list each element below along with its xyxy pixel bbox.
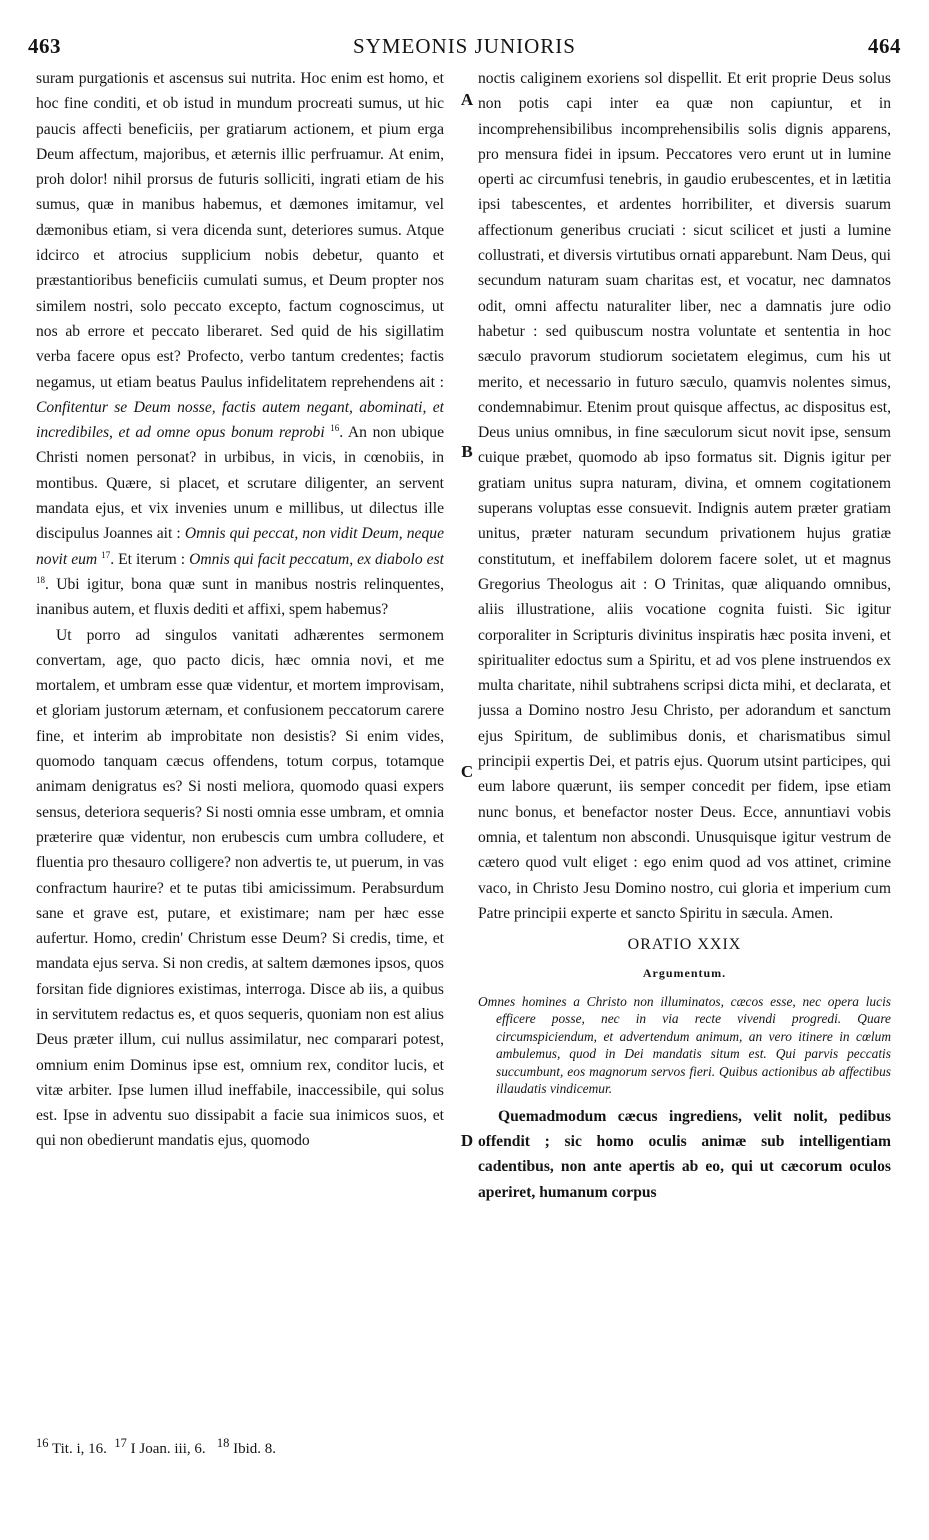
argument-label: Argumentum. — [642, 966, 727, 981]
page-header — [28, 34, 901, 64]
footnote-17: I Joan. iii, 6. — [130, 1441, 206, 1457]
right-paragraph-1: noctis caliginem exoriens sol dispellit. Et erit proprie Deus solus non potis capi inter ea quæ non capiuntur, et in incomprehensibilibus incomprehensibilis solis dignis apparens, pro mensura fidei in ipsum. Peccatores vero erunt ut in lumine operti ac circumfusi tenebris, in gaudio erubescentes, et in lætitia ipsi tabescentes, et ardentes horribiliter, et diversis suarum affectionum generibus cruciati : sicut scilicet et justi a lumine collustrati, et diversis virtutibus ornati apparebunt. Nam Deus, qui secundum naturam suam charitas est, et vocatur, nec damnatos odit, omni affectu naturaliter liber, nec a damnatis jure odio habetur : sed quibuscum nostra voluntate et sententia in hoc sæculo pravorum studiorum societatem elegimus, cum his ut merito, et necessario in futuro sæculo, quamvis nolentes simus, condemnabimur. Etenim prout quisque affectus, ac dispositus est, Deus unius omnibus, in fine sæculorum sicut novit ipse, sensum cuique præbet, quomodo ab ipso formatus sit. Dignis igitur per gratiam unitus supra naturam, divina, et omnem cogitationem superans voluptas esse consuevit. Indignis autem præter gratiam unitus, præter naturam secundum privationem hujus gratiæ constitutum, et ineffabilem dolorem facere solet, ut et magnus Gregorius Theologus ait : O Trinitas, quæ aliquando omnibus, aliis illustratione, aliis vocatione cognita fuisti. Sic igitur corporaliter in Scripturis divinitus inspiratis hæc posita inveni, et spiritualiter edoctus sum a Spiritu, et ad vos plene instruendos ex multa charitate, nihil subtrahens scripsi dicta mihi, et declarata, et jussa a Domino nostro Jesu Christo, per adorandum et sanctum ejus Spiritum, de sublimibus donis, et charismatibus simul principii expertis Dei, et patris ejus. Quorum utsint participes, qui eum labore quærunt, iis semper concedit per fidem, ipse etiam nunc bonus, et benefactor noster Deus. Ecce, annuntiavi vobis omnia, et talentum non abscondi. Unusquisque igitur vestrum de cætero quod vult eliget : ego enim quod ad vos attinet, crimine vaco, in Christo Jesu Domino nostro, cui gloria et imperium cum Patre principii experte et sancto Spiritu in sæcula. Amen. — [478, 70, 891, 922]
footnote-ref: 16 — [330, 422, 340, 433]
margin-marker-b: B — [461, 442, 473, 461]
left-column — [36, 66, 444, 1406]
oration-title: ORATIO XXIX — [627, 936, 742, 954]
left-paragraph-1 — [36, 66, 444, 623]
scripture-quote: Omnis qui facit peccatum, ex diabolo est — [189, 550, 444, 568]
margin-marker-a: A — [460, 90, 474, 109]
margin-marker-c: C — [460, 762, 474, 781]
margin-marker-d: D — [460, 1131, 474, 1150]
page-number-right: 464 — [868, 34, 901, 58]
running-title: SYMEONIS JUNIORIS — [353, 34, 576, 58]
text-run: . Ubi igitur, bona quæ sunt in manibus nostris relinquentes, inanibus autem, et fluxis dediti et affixi, spem habemus? — [36, 575, 444, 619]
footnotes — [36, 1436, 276, 1458]
footnote-ref: 17 — [101, 549, 111, 560]
argument-summary: Omnes homines a Christo non illuminatos, cæcos esse, nec opera lucis efficere posse, nec in via recte vivendi progredi. Quare circumspiciendum, et advertendum animum, an vero itinere in cœlum ambulemus, quod in Dei mandatis situm est. Qui parvis peccatis succumbunt, eos magnorum servos fieri. Quibus actionibus ab affectibus illaudatis vindicemur. — [478, 993, 891, 1097]
scripture-quote: Omnis qui peccat, non vidit Deum, neque novit eum — [36, 525, 444, 568]
footnote-18: Ibid. 8. — [233, 1441, 277, 1457]
text-run: suram purgationis et ascensus sui nutrita. Hoc enim est homo, et hoc fine conditi, et ob istud in mundum procreati sumus, ut hic paucis affecti beneficiis, per gratiarum actionem, et pium erga Deum affectum, majoribus, et æternis illic perfruamur. At enim, proh dolor! nihil prorsus de futuris solliciti, ingrati etiam de his sumus, quæ in manibus habemus, et dæmones imitamur, vel dæmonibus etiam, si vera dicenda sunt, deteriores sumus. Atque idcirco et atrocius supplicium nobis debetur, quanto et præstantioribus beneficiis cumulati sumus, et Deum propter nos similem nostri, solo peccato excepto, factum cognoscimus, ut nos ab errore et peccato liberaret. Sed quid de his sigillatim verba facere opus est? Profecto, verbo tantum credentes; factis negamus, ut etiam beatus Paulus infidelitatem reprehendens ait : — [36, 70, 444, 391]
left-paragraph-2: Ut porro ad singulos vanitati adhærentes sermonem convertam, age, quo pacto dicis, hæc omnia novi, et me mortalem, et umbram esse quæ videntur, et mortem improvisam, et gloriam justorum æternam, et confusionem peccatorum carere fine, et interim ab improbitate non desistis? Si enim vides, quomodo tanquam cæcus offendens, totum corpus, totamque animam denigratus es? Si nosti meliora, quomodo quasi expers sensus, deteriora sequeris? Si nosti omnia esse umbram, et omnia præterire quæ videntur, non erubescis cum umbra colludere, et fluentia pro thesauro colligere? non advertis te, ut puerum, in vas confractum haurire? et te putas tibi amicissimum. Perabsurdum sane et grave est, putare, et existimare; nam per hæc esse aufertur. Homo, credin' Christum esse Deum? Si credis, time, et mandata ejus serva. Si non credis, at saltem dæmones ipsos, quos forsitan fide digniores existimas, interroga. Disce ab iis, a quibus in servitutem redactus es, et quos sequeris, quoniam non est alius Deus præter illum, cui nullus assimilatur, nec comparari potest, omnium enim Dominus ipse est, omnium rex, conditor lucis, et vitæ arbiter. Ipse lumen illud ineffabile, inaccessibile, qui solus est. Ipse in adventu suo dissipabit a facie sua inimicos suos, et qui non obedierunt mandatis ejus, quomodo — [36, 626, 444, 1150]
right-column — [478, 66, 891, 1426]
text-run: . Et iterum : — [110, 550, 186, 568]
oration-opening-paragraph: Quemadmodum cæcus ingrediens, velit nolit, pedibus offendit ; sic homo oculis animæ sub intelligentiam cadentibus, non ante apertis ab eo, qui ut cæcorum oculos aperiret, humanum corpus — [478, 1107, 891, 1201]
footnote-16: Tit. i, 16. — [51, 1441, 107, 1457]
footnote-number: 16 — [36, 1436, 49, 1450]
footnote-number: 17 — [114, 1436, 127, 1450]
page-number-left: 463 — [28, 34, 61, 58]
footnote-number: 18 — [216, 1436, 230, 1450]
text-run: . An non ubique Christi nomen personat? in urbibus, in vicis, in cœnobiis, in montibus. Quære, si placet, et scrutare diligenter, an servent mandata ejus, et vix invenies unum e millibus, ut dilectus ille discipulus Joannes ait : — [36, 424, 444, 543]
footnote-ref: 18 — [36, 574, 45, 585]
scripture-quote: Confitentur se Deum nosse, factis autem negant, abominati, et incredibiles, et ad omne opus bonum reprobi — [36, 398, 444, 442]
